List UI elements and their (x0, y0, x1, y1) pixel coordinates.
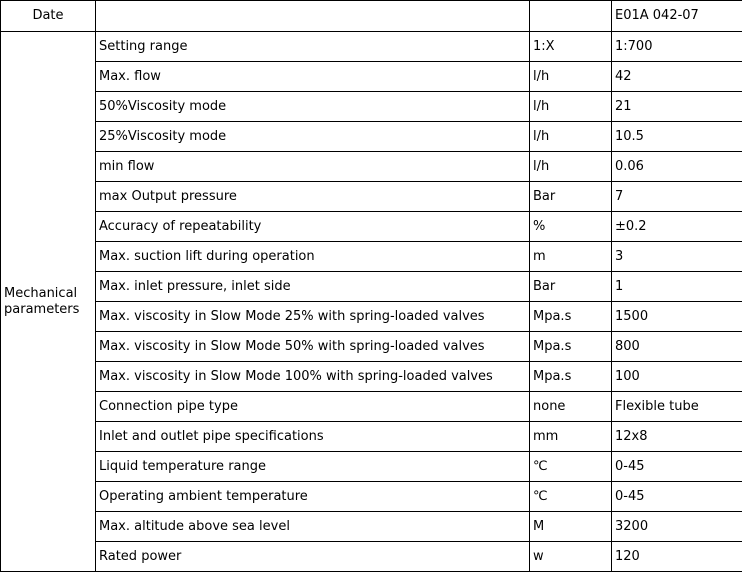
table-row (1, 512, 742, 542)
param-value: 3200 (612, 512, 742, 542)
param-name: 25%Viscosity mode (96, 122, 530, 152)
table-row (1, 452, 742, 482)
param-value: 42 (612, 62, 742, 92)
param-unit: M (530, 512, 612, 542)
table-row (1, 92, 742, 122)
param-name: min flow (96, 152, 530, 182)
param-unit: m (530, 242, 612, 272)
table-row (1, 302, 742, 332)
table-row (1, 242, 742, 272)
param-unit: l/h (530, 62, 612, 92)
param-unit: Bar (530, 272, 612, 302)
model-number: E01A 042-07 (612, 1, 742, 32)
param-name: Rated power (96, 542, 530, 572)
table-row (1, 422, 742, 452)
param-name: Setting range (96, 32, 530, 62)
param-unit: mm (530, 422, 612, 452)
param-value: 1 (612, 272, 742, 302)
param-name: Max. altitude above sea level (96, 512, 530, 542)
param-name: Max. viscosity in Slow Mode 50% with spring-loaded valves (96, 332, 530, 362)
param-unit: ℃ (530, 452, 612, 482)
param-unit: ℃ (530, 482, 612, 512)
param-value: 0-45 (612, 482, 742, 512)
param-unit: Mpa.s (530, 332, 612, 362)
param-name: Inlet and outlet pipe specifications (96, 422, 530, 452)
param-unit: l/h (530, 122, 612, 152)
param-value: 21 (612, 92, 742, 122)
param-name: Operating ambient temperature (96, 482, 530, 512)
param-unit: none (530, 392, 612, 422)
param-unit: Bar (530, 182, 612, 212)
table-row (1, 182, 742, 212)
group-label-line-2: parameters (4, 302, 92, 318)
group-label (1, 32, 96, 572)
param-value: 1500 (612, 302, 742, 332)
table-row (1, 392, 742, 422)
param-value: 0.06 (612, 152, 742, 182)
table-row (1, 212, 742, 242)
param-name: Max. viscosity in Slow Mode 25% with spring-loaded valves (96, 302, 530, 332)
param-name: Max. flow (96, 62, 530, 92)
param-name: Liquid temperature range (96, 452, 530, 482)
param-value: 1:700 (612, 32, 742, 62)
param-unit: 1:X (530, 32, 612, 62)
date-label: Date (1, 1, 96, 32)
table-row (1, 362, 742, 392)
param-value: 800 (612, 332, 742, 362)
param-value: 7 (612, 182, 742, 212)
param-name: Connection pipe type (96, 392, 530, 422)
param-unit: % (530, 212, 612, 242)
param-unit: l/h (530, 92, 612, 122)
param-name: max Output pressure (96, 182, 530, 212)
table-row (1, 272, 742, 302)
param-value: 12x8 (612, 422, 742, 452)
param-value: 10.5 (612, 122, 742, 152)
table-row (1, 62, 742, 92)
table-row (1, 542, 742, 572)
param-unit: l/h (530, 152, 612, 182)
param-value: 120 (612, 542, 742, 572)
param-name: Max. suction lift during operation (96, 242, 530, 272)
param-unit: Mpa.s (530, 362, 612, 392)
param-name: Max. inlet pressure, inlet side (96, 272, 530, 302)
table-row (1, 32, 742, 62)
header-param-cell (96, 1, 530, 32)
header-row (1, 1, 742, 32)
header-unit-cell (530, 1, 612, 32)
param-value: 3 (612, 242, 742, 272)
group-label-line-1: Mechanical (4, 286, 92, 302)
param-value: Flexible tube (612, 392, 742, 422)
param-unit: w (530, 542, 612, 572)
param-value: 100 (612, 362, 742, 392)
table-row (1, 482, 742, 512)
param-unit: Mpa.s (530, 302, 612, 332)
param-value: ±0.2 (612, 212, 742, 242)
param-name: Max. viscosity in Slow Mode 100% with spring-loaded valves (96, 362, 530, 392)
param-name: Accuracy of repeatability (96, 212, 530, 242)
param-value: 0-45 (612, 452, 742, 482)
param-name: 50%Viscosity mode (96, 92, 530, 122)
table-row (1, 152, 742, 182)
table-row (1, 332, 742, 362)
spec-table-body (1, 1, 742, 572)
table-row (1, 122, 742, 152)
